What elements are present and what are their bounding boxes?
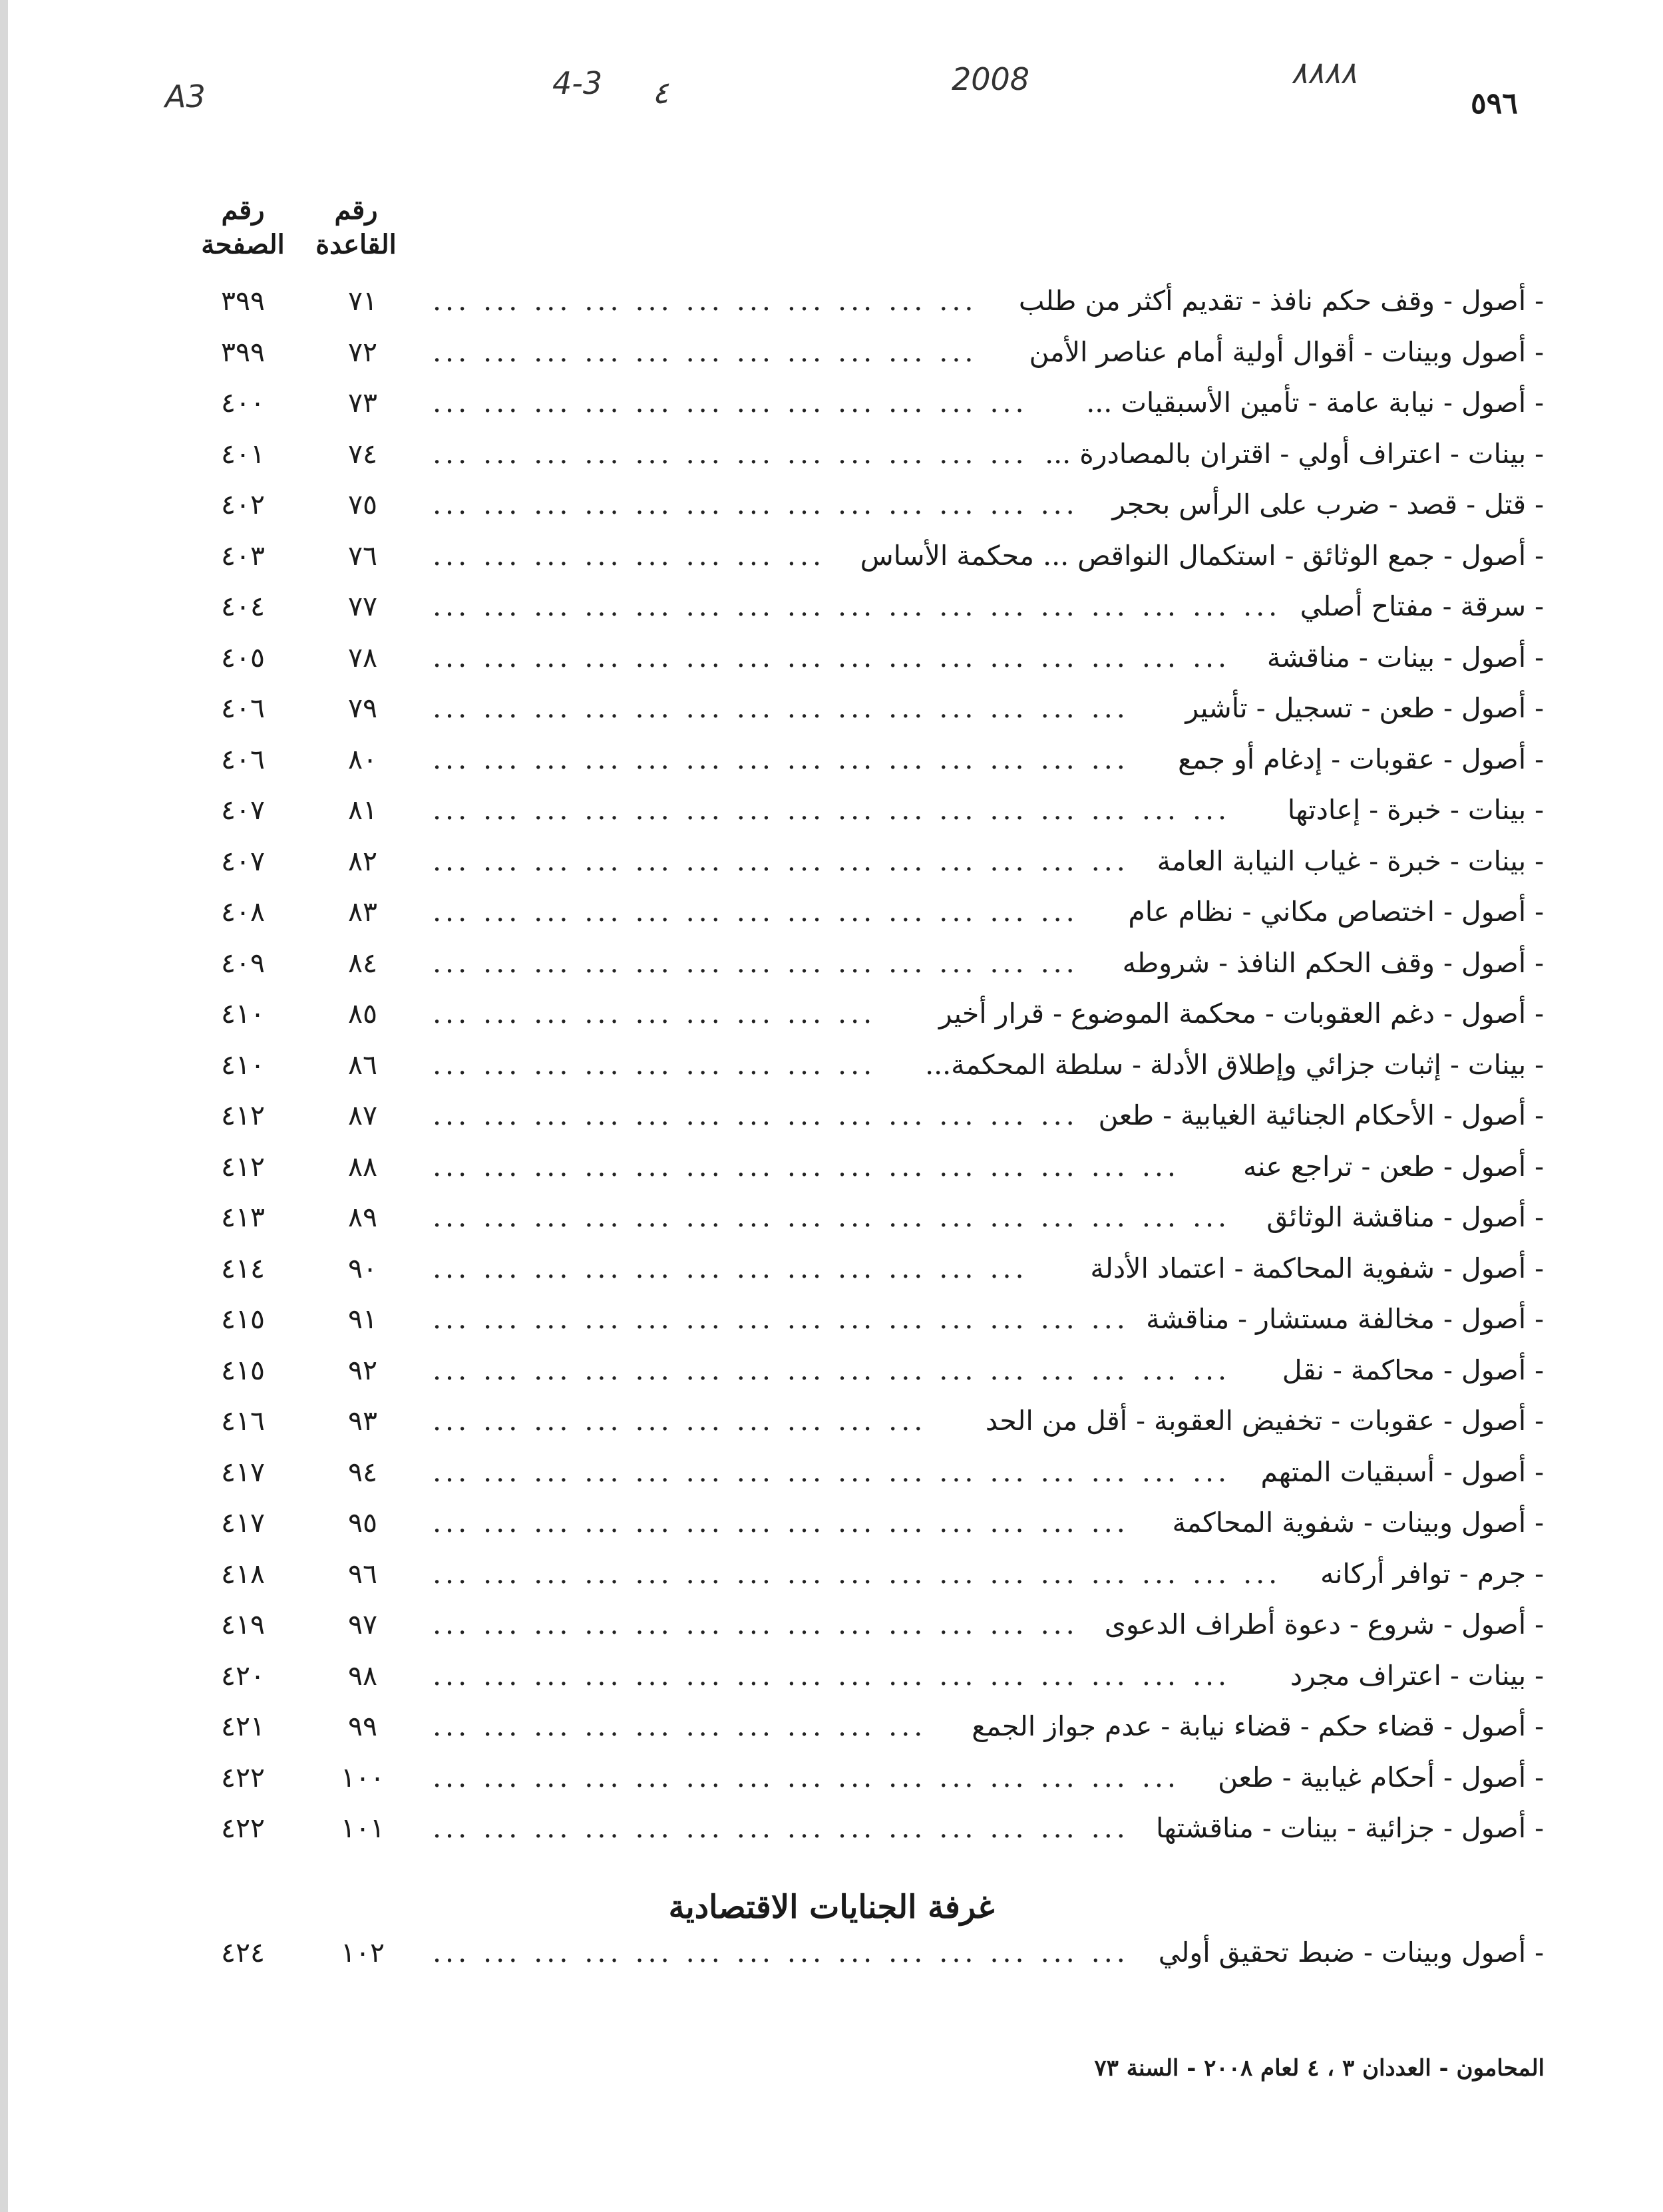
leader-dots: ... ... ... ... ... ... ... ... ... ... ... ... ... — [433, 1608, 1079, 1640]
page-ref: ٤١٧ — [220, 1507, 266, 1539]
rule-number: ٧١ — [347, 285, 378, 317]
section-title: غرفة الجنايات الاقتصادية — [668, 1889, 995, 1926]
index-row — [186, 1653, 1544, 1704]
index-row — [186, 1195, 1544, 1246]
page-ref: ٤٠٨ — [220, 896, 266, 928]
index-row — [186, 1930, 1544, 1981]
page-footer: المحامون - العددان ٣ ، ٤ لعام ٢٠٠٨ - السنة ٧٣ — [1094, 2055, 1545, 2082]
index-row — [186, 1805, 1544, 1857]
rule-number: ٩٤ — [347, 1455, 378, 1488]
rule-number: ٨١ — [347, 794, 378, 826]
page-ref: ٤١٢ — [220, 1099, 266, 1131]
page-ref: ٣٩٩ — [220, 335, 266, 368]
index-row — [186, 685, 1544, 737]
leader-dots: ... ... ... ... ... ... ... ... ... ... ... ... ... — [433, 896, 1079, 928]
index-entry-title: - أصول - الأحكام الجنائية الغيابية - طعن — [1098, 1099, 1544, 1131]
page-ref: ٤٠٦ — [220, 743, 266, 775]
index-row — [186, 431, 1544, 482]
page-ref: ٤١٣ — [220, 1201, 266, 1233]
page-ref: ٤٠٦ — [220, 692, 266, 724]
index-entry-title: - أصول - وقف حكم نافذ - تقديم أكثر من طلب — [1018, 285, 1544, 317]
page-ref: ٤٠٩ — [220, 946, 266, 979]
index-row — [186, 1704, 1544, 1755]
leader-dots: ... ... ... ... ... ... ... ... ... ... ... ... ... ... ... — [433, 1150, 1180, 1183]
leader-dots: ... ... ... ... ... ... ... ... ... ... ... ... ... ... ... ... — [433, 1354, 1231, 1386]
leader-dots: ... ... ... ... ... ... ... ... ... ... ... ... ... ... — [433, 1507, 1129, 1539]
index-entry-title: - بينات - خبرة - غياب النيابة العامة — [1157, 844, 1544, 877]
leader-dots: ... ... ... ... ... ... ... ... ... ... ... ... ... ... — [433, 1303, 1129, 1335]
rule-number: ٧٧ — [347, 590, 378, 622]
leader-dots: ... ... ... ... ... ... ... ... ... ... ... ... ... ... ... — [433, 1761, 1180, 1793]
leader-dots: ... ... ... ... ... ... ... ... ... — [433, 998, 876, 1029]
leader-dots: ... ... ... ... ... ... ... ... ... ... ... ... ... ... ... ... — [433, 1455, 1231, 1488]
index-row — [186, 278, 1544, 329]
rule-number: ٧٩ — [347, 692, 378, 724]
scan-edge — [0, 0, 8, 2212]
leader-dots: ... ... ... ... ... ... ... ... ... ... ... ... ... ... ... ... ... — [433, 1557, 1282, 1590]
index-entry-title: - بينات - خبرة - إعادتها — [1287, 794, 1544, 826]
page-ref: ٤٢٠ — [220, 1659, 266, 1692]
rule-number: ٧٥ — [347, 488, 378, 520]
rule-number: ١٠٢ — [340, 1936, 385, 1968]
rule-number: ٩٥ — [347, 1507, 378, 1539]
leader-dots: ... ... ... ... ... ... ... ... ... ... ... — [433, 335, 978, 368]
leader-dots: ... ... ... ... ... ... ... ... ... ... ... ... ... — [433, 488, 1079, 520]
rule-number: ٩٢ — [347, 1354, 378, 1386]
page-ref: ٤١٠ — [220, 998, 266, 1029]
leader-dots: ... ... ... ... ... ... ... ... ... ... — [433, 1405, 927, 1437]
rule-number: ١٠١ — [340, 1812, 385, 1844]
page-ref: ٣٩٩ — [220, 285, 266, 317]
index-row — [186, 1348, 1544, 1399]
handwritten-note-a3: A3 — [165, 79, 206, 114]
index-row — [186, 940, 1544, 992]
index-entry-title: - أصول - دغم العقوبات - محكمة الموضوع - قرار أخير — [938, 998, 1544, 1029]
rule-number: ٨٢ — [347, 844, 378, 877]
page-number-header: رقم الصفحة — [201, 194, 285, 260]
page-ref: ٤١٨ — [220, 1557, 266, 1590]
leader-dots: ... ... ... ... ... ... ... ... ... ... ... ... ... ... ... ... — [433, 1201, 1231, 1233]
index-entry-title: - أصول - جمع الوثائق - استكمال النواقص ... محكمة الأساس — [860, 539, 1544, 572]
index-entry-title: - أصول - محاكمة - نقل — [1282, 1354, 1544, 1386]
index-row — [186, 1042, 1544, 1093]
index-entry-title: - أصول - شروع - دعوة أطراف الدعوى — [1104, 1608, 1544, 1640]
rule-number: ٩٦ — [347, 1557, 378, 1590]
index-row — [186, 737, 1544, 788]
page-ref: ٤٢١ — [220, 1710, 266, 1742]
index-row — [186, 1296, 1544, 1348]
page-ref: ٤٢٤ — [220, 1936, 266, 1968]
page-ref: ٤٠٢ — [220, 488, 266, 520]
leader-dots: ... ... ... ... ... ... ... ... ... ... ... ... ... ... — [433, 844, 1129, 877]
rule-number: ٨٣ — [347, 896, 378, 928]
page-ref: ٤٠٣ — [220, 539, 266, 572]
index-entry-title: - أصول - أسبقيات المتهم — [1260, 1455, 1544, 1488]
rule-number: ٩٨ — [347, 1659, 378, 1692]
rule-number: ٨٨ — [347, 1150, 378, 1183]
index-row — [186, 1398, 1544, 1449]
page-ref: ٤٠١ — [220, 437, 266, 470]
leader-dots: ... ... ... ... ... ... ... ... ... ... ... ... — [433, 387, 1028, 419]
rule-number: ٨٦ — [347, 1048, 378, 1081]
leader-dots: ... ... ... ... ... ... ... ... ... ... ... ... ... ... ... ... — [433, 641, 1231, 673]
rule-number: ٩٣ — [347, 1405, 378, 1437]
page-ref: ٤١٩ — [220, 1608, 266, 1640]
index-row — [186, 533, 1544, 584]
index-entry-title: - قتل - قصد - ضرب على الرأس بحجر — [1112, 488, 1544, 520]
rule-number: ٨٥ — [347, 998, 378, 1029]
index-entry-title: - بينات - اعتراف مجرد — [1290, 1659, 1544, 1692]
page-ref: ٤٠٥ — [220, 641, 266, 673]
page-ref: ٤٠٧ — [220, 844, 266, 877]
leader-dots: ... ... ... ... ... ... ... ... ... ... ... ... ... ... ... ... — [433, 794, 1231, 826]
leader-dots: ... ... ... ... ... ... ... ... ... ... ... ... ... ... — [433, 1812, 1129, 1844]
page-ref: ٤١٥ — [220, 1303, 266, 1335]
index-entry-title: - بينات - اعتراف أولي - اقتران بالمصادرة ... — [1045, 437, 1544, 470]
leader-dots: ... ... ... ... ... ... ... ... ... ... ... ... ... — [433, 946, 1079, 979]
leader-dots: ... ... ... ... ... ... ... ... ... — [433, 1048, 876, 1081]
leader-dots: ... ... ... ... ... ... ... ... ... ... ... ... — [433, 437, 1028, 470]
index-row — [186, 889, 1544, 940]
rule-number: ٧٤ — [347, 437, 378, 470]
index-row — [186, 787, 1544, 838]
index-entry-title: - أصول - طعن - تراجع عنه — [1243, 1150, 1544, 1183]
index-entry-title: - أصول - قضاء حكم - قضاء نيابة - عدم جواز الجمع — [972, 1710, 1544, 1742]
page-number: ٥٩٦ — [1471, 87, 1518, 120]
leader-dots: ... ... ... ... ... ... ... ... ... ... — [433, 1710, 927, 1742]
index-list — [186, 278, 1544, 1857]
leader-dots: ... ... ... ... ... ... ... ... ... ... ... ... ... ... — [433, 1936, 1129, 1968]
leader-dots: ... ... ... ... ... ... ... ... — [433, 539, 826, 572]
leader-dots: ... ... ... ... ... ... ... ... ... ... ... — [433, 285, 978, 317]
handwritten-note-number: ٨٨٨٨ — [1291, 55, 1357, 91]
index-row — [186, 329, 1544, 381]
rule-number: ٧٦ — [347, 539, 378, 572]
leader-dots: ... ... ... ... ... ... ... ... ... ... ... ... ... ... — [433, 692, 1129, 724]
page-ref: ٤٢٢ — [220, 1761, 266, 1793]
rule-number: ١٠٠ — [340, 1761, 385, 1793]
index-entry-title: - أصول - وقف الحكم النافذ - شروطه — [1122, 946, 1544, 979]
index-row — [186, 1551, 1544, 1602]
index-row — [186, 635, 1544, 686]
index-entry-title: - أصول - طعن - تسجيل - تأشير — [1185, 692, 1544, 724]
index-entry-title: - أصول - جزائية - بينات - مناقشتها — [1156, 1812, 1544, 1844]
index-row — [186, 1144, 1544, 1195]
handwritten-note-range: 4-3 — [552, 65, 603, 101]
index-entry-title: - أصول - عقوبات - إدغام أو جمع — [1178, 743, 1544, 775]
rule-number: ٨٤ — [347, 946, 378, 979]
page-ref: ٤١٤ — [220, 1252, 266, 1284]
index-entry-title: - جرم - توافر أركانه — [1320, 1557, 1544, 1590]
index-row — [186, 838, 1544, 890]
index-entry-title: - أصول - مناقشة الوثائق — [1266, 1201, 1544, 1233]
index-entry-title: - سرقة - مفتاح أصلي — [1300, 590, 1544, 622]
rule-number: ٨٠ — [347, 743, 378, 775]
index-row — [186, 584, 1544, 635]
index-entry-title: - أصول - نيابة عامة - تأمين الأسبقيات ... — [1086, 387, 1544, 419]
index-row — [186, 1500, 1544, 1551]
rule-number: ٧٨ — [347, 641, 378, 673]
rule-number-header: رقم القاعدة — [315, 194, 397, 260]
index-row — [186, 1755, 1544, 1806]
index-entry-title: - أصول - عقوبات - تخفيض العقوبة - أقل من الحد — [985, 1405, 1544, 1437]
page-ref: ٤٠٠ — [220, 387, 266, 419]
page-ref: ٤٠٧ — [220, 794, 266, 826]
index-entry-title: - أصول - مخالفة مستشار - مناقشة — [1146, 1303, 1544, 1335]
index-entry-title: - أصول - اختصاص مكاني - نظام عام — [1128, 896, 1544, 928]
page-ref: ٤٢٢ — [220, 1812, 266, 1844]
rule-number: ٩٧ — [347, 1608, 378, 1640]
index-entry-title: - أصول وبينات - ضبط تحقيق أولي — [1158, 1936, 1544, 1968]
rule-number: ٨٩ — [347, 1201, 378, 1233]
index-row — [186, 1449, 1544, 1501]
leader-dots: ... ... ... ... ... ... ... ... ... ... ... ... — [433, 1252, 1028, 1284]
page-ref: ٤١٧ — [220, 1455, 266, 1488]
index-row — [186, 1246, 1544, 1297]
page-ref: ٤١٢ — [220, 1150, 266, 1183]
page-ref: ٤٠٤ — [220, 590, 266, 622]
index-row — [186, 1093, 1544, 1144]
page-ref: ٤١٥ — [220, 1354, 266, 1386]
index-row — [186, 1602, 1544, 1653]
index-entry-title: - أصول وبينات - شفوية المحاكمة — [1172, 1507, 1544, 1539]
page-ref: ٤١٦ — [220, 1405, 266, 1437]
index-entry-title: - أصول وبينات - أقوال أولية أمام عناصر الأمن — [1029, 335, 1544, 368]
index-row — [186, 380, 1544, 431]
rule-number: ٨٧ — [347, 1099, 378, 1131]
leader-dots: ... ... ... ... ... ... ... ... ... ... ... ... ... ... ... ... — [433, 1659, 1231, 1692]
handwritten-note-year: 2008 — [952, 61, 1030, 97]
page-ref: ٤١٠ — [220, 1048, 266, 1081]
rule-number: ٩٩ — [347, 1710, 378, 1742]
rule-number: ٧٢ — [347, 335, 378, 368]
handwritten-note-issue: ٤ — [652, 75, 669, 110]
rule-number: ٩١ — [347, 1303, 378, 1335]
index-entry-title: - أصول - بينات - مناقشة — [1266, 641, 1544, 673]
index-row — [186, 991, 1544, 1042]
index-row — [186, 482, 1544, 533]
rule-number: ٧٣ — [347, 387, 378, 419]
section-index-list — [186, 1930, 1544, 1981]
rule-number: ٩٠ — [347, 1252, 378, 1284]
leader-dots: ... ... ... ... ... ... ... ... ... ... ... ... ... ... — [433, 743, 1129, 775]
index-entry-title: - بينات - إثبات جزائي وإطلاق الأدلة - سلطة المحكمة... — [925, 1048, 1544, 1081]
leader-dots: ... ... ... ... ... ... ... ... ... ... ... ... ... ... ... ... ... — [433, 590, 1282, 622]
index-entry-title: - أصول - أحكام غيابية - طعن — [1218, 1761, 1544, 1793]
leader-dots: ... ... ... ... ... ... ... ... ... ... ... ... ... — [433, 1099, 1079, 1131]
index-entry-title: - أصول - شفوية المحاكمة - اعتماد الأدلة — [1090, 1252, 1544, 1284]
